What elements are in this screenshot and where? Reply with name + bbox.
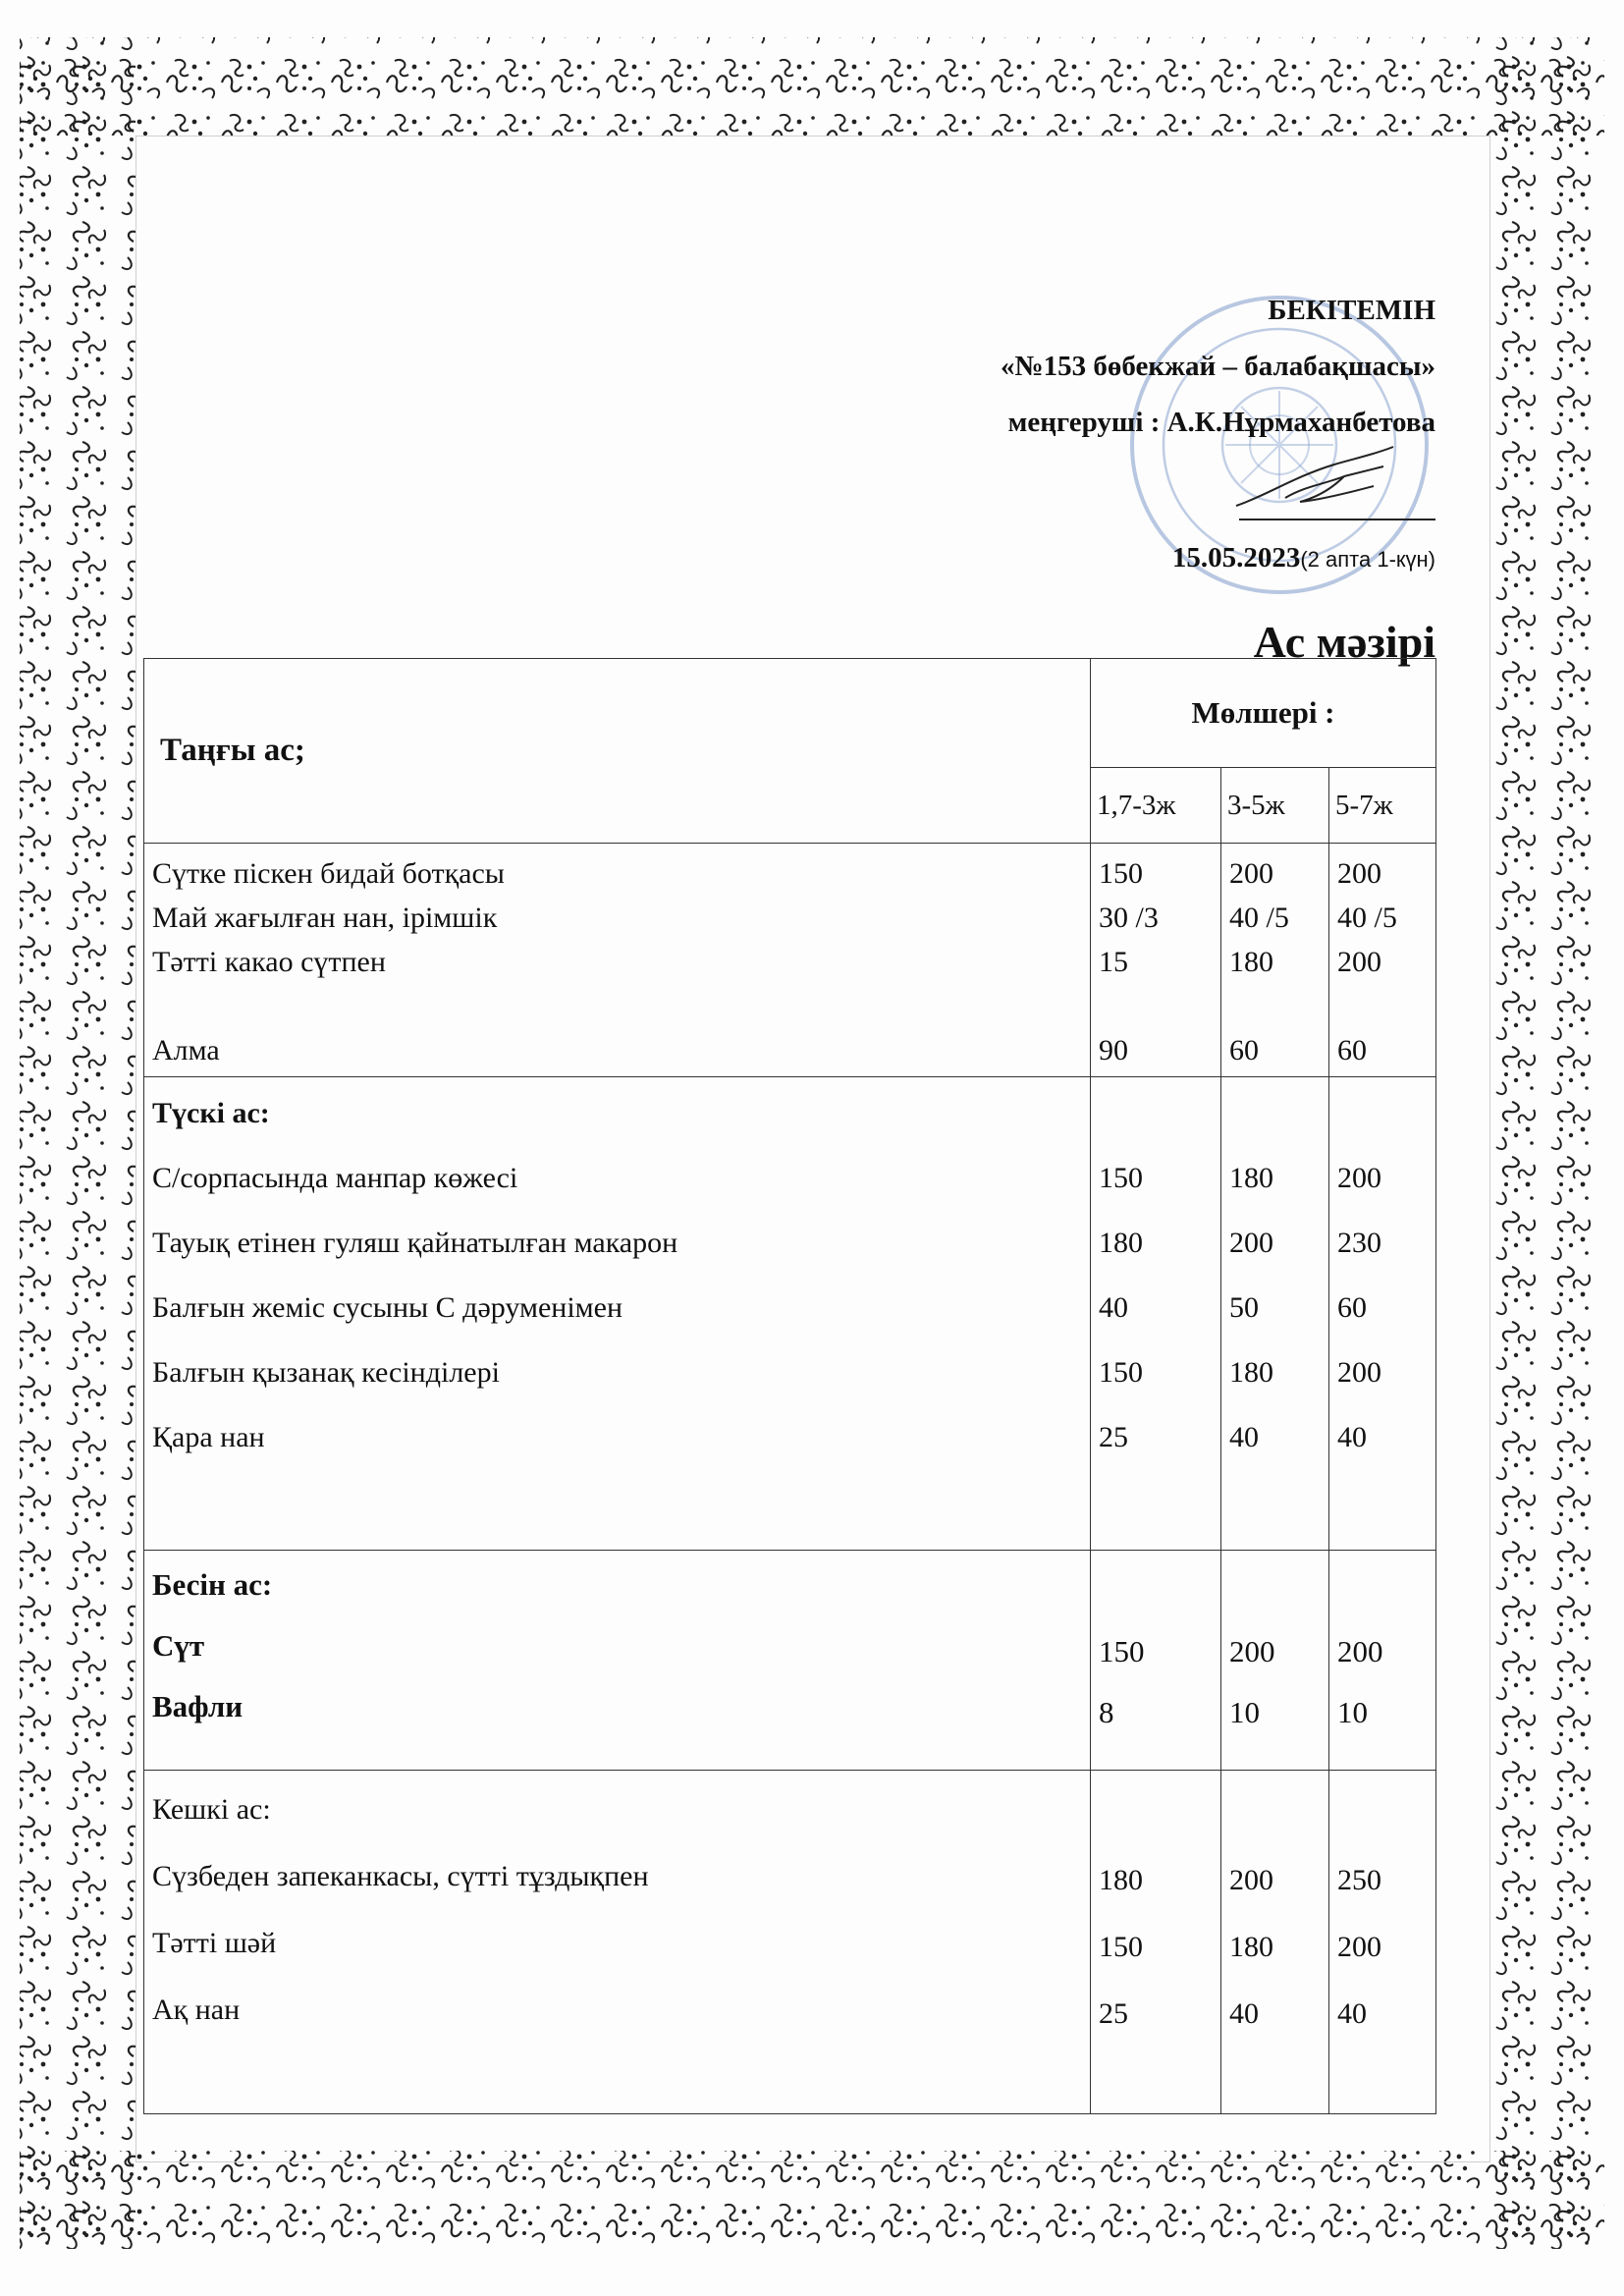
portion-value: 40 [1337,1997,1367,2030]
portion-value: 150 [1099,1356,1143,1389]
dish-name: Тәтті шәй [152,1927,277,1959]
portion-value: 200 [1337,1356,1381,1389]
lunch-portions-age-2 [1221,1077,1329,1551]
snack-portions-age-3 [1329,1551,1436,1771]
portion-value: 200 [1337,946,1381,978]
portion-value: 200 [1229,857,1273,890]
signature-line [1239,519,1435,520]
dish-name: Қара нан [152,1421,265,1453]
portion-value: 25 [1099,1421,1128,1453]
portion-value: 200 [1229,1634,1275,1668]
age-col-2-header: 3-5ж [1221,768,1329,844]
breakfast-section [144,844,1436,1077]
portion-value: 40 /5 [1229,902,1289,934]
week-day-note: (2 апта 1-күн) [1300,547,1435,572]
portion-value: 180 [1229,1931,1273,1963]
snack-items [144,1551,1091,1771]
portion-value: 200 [1337,1931,1381,1963]
dinner-section [144,1771,1436,2114]
age-col-1-header: 1,7-3ж [1091,768,1221,844]
breakfast-portions-age-2 [1221,844,1329,1077]
portion-value: 60 [1229,1034,1259,1066]
dish-name: Сүзбеден запеканкасы, сүтті тұздықпен [152,1860,649,1892]
portion-value: 150 [1099,1634,1145,1668]
dinner-portions-age-3 [1329,1771,1436,2114]
portion-value: 180 [1099,1864,1143,1896]
portion-value: 30 /3 [1099,902,1159,934]
portion-value: 40 [1099,1291,1128,1324]
portion-value: 40 /5 [1337,902,1397,934]
breakfast-portions-age-1 [1091,844,1221,1077]
dish-name: Вафли [152,1689,244,1723]
breakfast-portions-age-3 [1329,844,1436,1077]
dinner-portions-age-2 [1221,1771,1329,2114]
menu-date: 15.05.2023 [1171,542,1301,574]
portion-value: 90 [1099,1034,1128,1066]
section-title-snack: Бесін ас: [152,1567,273,1602]
dish-name: Алма [152,1034,220,1066]
dish-name: Балғын жеміс сусыны С дәруменімен [152,1291,623,1324]
section-title-dinner: Кешкі ас: [152,1793,271,1826]
portion-value: 200 [1229,1864,1273,1896]
portion-value: 200 [1337,857,1381,890]
portion-value: 60 [1337,1034,1367,1066]
snack-portions-age-2 [1221,1551,1329,1771]
approval-block [1001,283,1435,451]
portion-value: 40 [1337,1421,1367,1453]
menu-title: Ас мәзірі [1253,617,1435,667]
lunch-items [144,1077,1091,1551]
snack-section [144,1551,1436,1771]
head-position: меңгеруші : А.К.Нұрмаханбетова [1007,407,1435,438]
amount-header: Мөлшері : [1091,659,1436,768]
portion-value: 150 [1099,1931,1143,1963]
breakfast-items [144,844,1091,1077]
date-line [1172,542,1435,574]
portion-value: 60 [1337,1291,1367,1324]
portion-value: 180 [1229,1162,1273,1194]
institution-name: «№153 бөбекжай – балабақшасы» [1000,351,1435,382]
portion-value: 250 [1337,1864,1381,1896]
portion-value: 40 [1229,1421,1259,1453]
approval-heading: БЕКІТЕМІН [1268,295,1435,326]
breakfast-header: Таңғы ас; [144,659,1091,844]
age-col-3-header: 5-7ж [1329,768,1436,844]
dish-name: Май жағылған нан, ірімшік [152,902,498,934]
portion-value: 15 [1099,946,1128,978]
dinner-items [144,1771,1091,2114]
dish-name: Ақ нан [152,1994,241,2026]
portion-value: 200 [1229,1227,1273,1259]
dinner-portions-age-1 [1091,1771,1221,2114]
portion-value: 40 [1229,1997,1259,2030]
portion-value: 180 [1229,946,1273,978]
snack-portions-age-1 [1091,1551,1221,1771]
lunch-section [144,1077,1436,1551]
portion-value: 8 [1099,1695,1114,1729]
section-title-lunch: Түскі ас: [152,1097,270,1129]
portion-value: 150 [1099,857,1143,890]
portion-value: 200 [1337,1634,1383,1668]
portion-value: 200 [1337,1162,1381,1194]
portion-value: 10 [1337,1695,1368,1729]
portion-value: 180 [1099,1227,1143,1259]
lunch-portions-age-3 [1329,1077,1436,1551]
portion-value: 10 [1229,1695,1260,1729]
lunch-portions-age-1 [1091,1077,1221,1551]
portion-value: 150 [1099,1162,1143,1194]
table-header-row [144,659,1436,768]
menu-table [143,658,1436,2114]
dish-name: Сүтке піскен бидай ботқасы [152,857,505,890]
dish-name: Сүт [152,1628,205,1663]
dish-name: Тауық етінен гуляш қайнатылған макарон [152,1227,678,1259]
portion-value: 230 [1337,1227,1381,1259]
dish-name: Балғын қызанақ кесінділері [152,1356,500,1389]
portion-value: 50 [1229,1291,1259,1324]
dish-name: С/сорпасында манпар көжесі [152,1162,518,1194]
portion-value: 180 [1229,1356,1273,1389]
portion-value: 25 [1099,1997,1128,2030]
dish-name: Тәтті какао сүтпен [152,946,386,978]
